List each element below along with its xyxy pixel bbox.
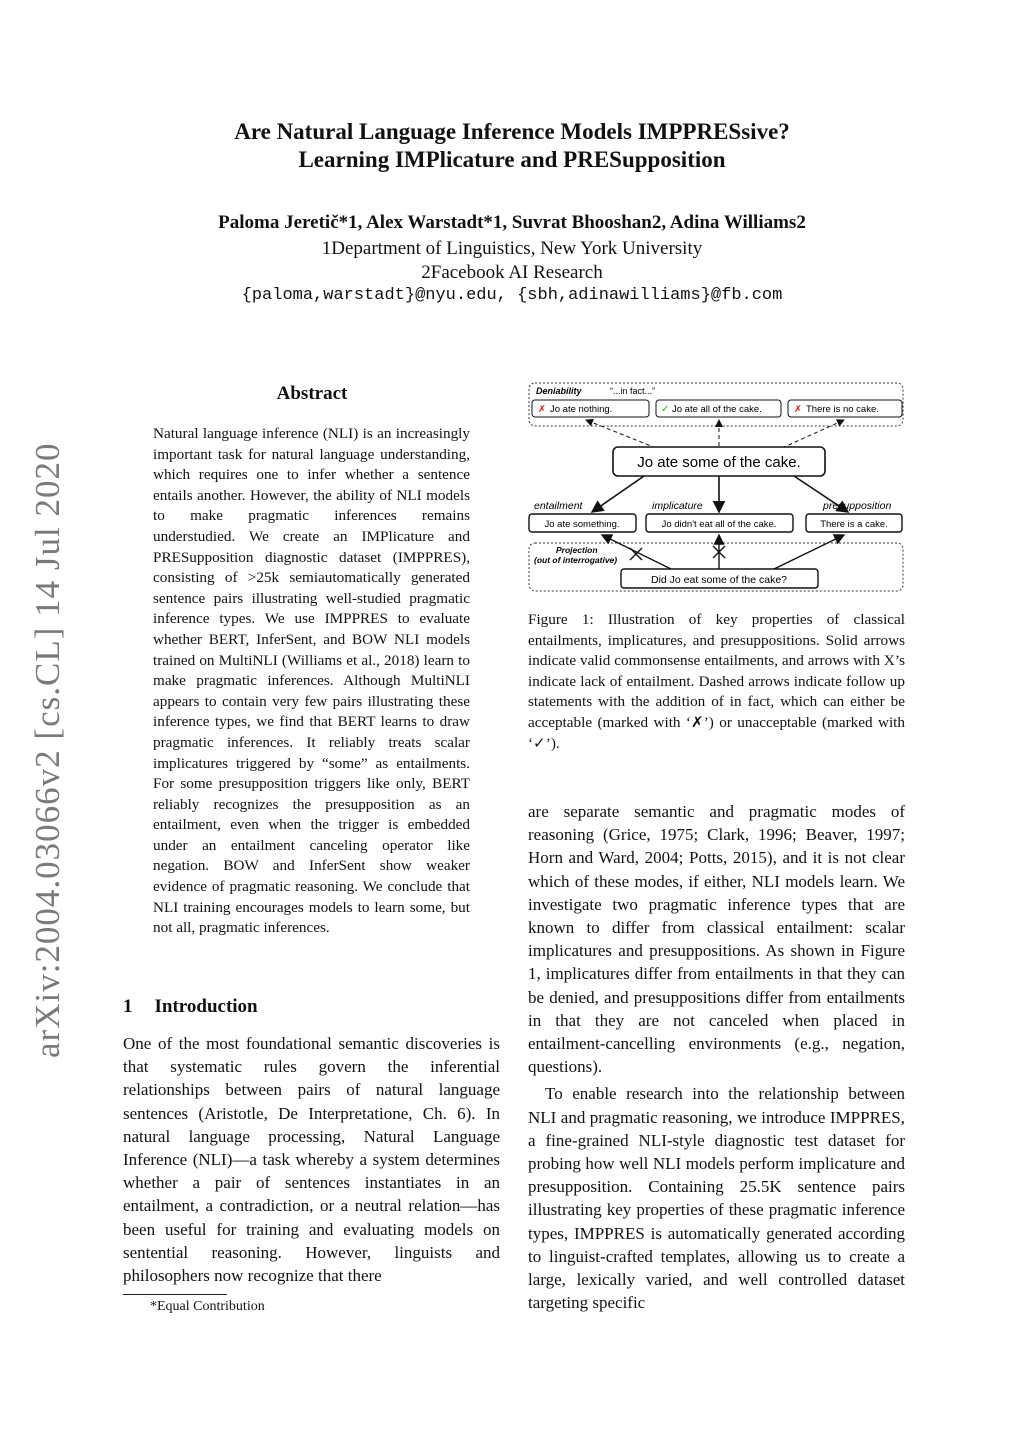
figure-1-diagram bbox=[526, 380, 906, 595]
denial-2-mark: ✓ bbox=[661, 404, 670, 415]
section-title: Introduction bbox=[154, 996, 258, 1017]
presupposition-label: presupposition bbox=[823, 500, 892, 512]
projection-sublabel: (out of interrogative) bbox=[534, 555, 618, 565]
denial-3-text: There is no cake. bbox=[806, 404, 879, 415]
question-text: Did Jo eat some of the cake? bbox=[651, 574, 787, 586]
abstract-heading: Abstract bbox=[276, 383, 348, 404]
denial-1-mark: ✗ bbox=[538, 404, 546, 415]
denial-3-mark: ✗ bbox=[794, 404, 802, 415]
presupposition-box-text: There is a cake. bbox=[820, 519, 888, 530]
footnote-rule bbox=[123, 1294, 227, 1295]
figure-1-caption: Figure 1: Illustration of key properties of classical entailments, implicatures, and presuppositions. Solid arrows indicate valid commonsense entailments, and arrows with X’s indicate lack of entailment. Dashed arrows indicate follow up statements with the addition of in fact, which can either be acceptable (marked with ‘✗’) or unacceptable (marked with ‘✓’). bbox=[528, 611, 905, 752]
arxiv-identifier: arXiv:2004.03066v2 [cs.CL] 14 Jul 2020 bbox=[28, 442, 67, 1058]
entailment-label: entailment bbox=[534, 500, 583, 512]
implicature-box-text: Jo didn't eat all of the cake. bbox=[661, 519, 777, 530]
arrow-entailment bbox=[592, 476, 644, 512]
footnote-equal-contribution: *Equal Contribution bbox=[150, 1299, 265, 1314]
affiliation-facebook: 2Facebook AI Research bbox=[421, 262, 603, 283]
col2-para-1: are separate semantic and pragmatic modes of reasoning (Grice, 1975; Clark, 1996; Beaver, 1997; Horn and Ward, 2004; Potts, 2015), and it is not clear which of these modes, if either, NLI models learn. We investigate two pragmatic inference types that are known to differ from classical entailment: scalar implicatures and presuppositions. As shown in Figure 1, implicatures differ from entailments in that they can be denied, and presuppositions differ from entailments in that they are not canceled when placed in entailment-cancelling environments (e.g., negation, questions). bbox=[528, 802, 905, 1077]
figure-1-svg bbox=[526, 380, 906, 595]
paper-title bbox=[0, 118, 1024, 174]
denial-2-text: Jo ate all of the cake. bbox=[672, 404, 762, 415]
intro-para-1: One of the most foundational semantic discoveries is that systematic rules govern the inferential relationships between pairs of natural language sentences (Aristotle, De Interpretatione, Ch. 6). In natural language processing, Natural Language Inference (NLI)—a task whereby a system determines whether a pair of sentences instantiates in an entailment, a contradiction, or a neutral relation—has been useful for training and evaluating models on sentential reasoning. However, linguists and philosophers now recognize that there bbox=[123, 1034, 500, 1286]
deniability-label: Deniability bbox=[536, 386, 582, 396]
in-fact-label: “...in fact...” bbox=[610, 386, 656, 396]
entailment-box-text: Jo ate something. bbox=[544, 519, 620, 530]
title-line-1: Are Natural Language Inference Models IMPPRESsive? bbox=[234, 119, 790, 144]
section-heading-introduction bbox=[123, 996, 258, 1018]
abstract-text: Natural language inference (NLI) is an increasingly important task for natural language understanding, which requires one to infer whether a sentence entails another. However, the ability of NLI models to make pragmatic inferences remains understudied. We create an IMPlicature and PRESupposition diagnostic dataset (IMPPRES), consisting of >25k semiautomatically generated sentence pairs illustrating well-studied pragmatic inference types. We use IMPPRES to evaluate whether BERT, InferSent, and BOW NLI models trained on MultiNLI (Williams et al., 2018) learn to make pragmatic inferences. Although MultiNLI appears to contain very few pairs illustrating these inference types, we find that BERT learns to draw pragmatic inferences. It reliably treats scalar implicatures triggered by “some” as entailments. For some presupposition triggers like only, BERT reliably recognizes the presupposition as an entailment, even when the trigger is embedded under an entailment canceling operator like negation. BOW and InferSent show weaker evidence of pragmatic reasoning. We conclude that NLI training encourages models to learn some, but not all, pragmatic inferences. bbox=[153, 425, 470, 937]
introduction-paragraph bbox=[123, 1032, 500, 1287]
col2-para-2: To enable research into the relationship between NLI and pragmatic reasoning, we introduce IMPPRES, a fine-grained NLI-style diagnostic test dataset for probing how well NLI models perform implicature and presupposition. Containing 25.5K sentence pairs illustrating key properties of these pragmatic inference types, IMPPRES is automatically generated according to linguist-crafted templates, allowing us to create a large, lexically varied, and well controlled dataset targeting specific bbox=[528, 1084, 905, 1313]
right-column-body bbox=[528, 800, 905, 1314]
title-line-2: Learning IMPlicature and PRESupposition bbox=[298, 147, 726, 172]
affiliation-nyu: 1Department of Linguistics, New York University bbox=[321, 238, 703, 259]
implicature-label: implicature bbox=[652, 500, 703, 512]
author-list: Paloma Jeretič*1, Alex Warstadt*1, Suvrat Bhooshan2, Adina Williams2 bbox=[218, 212, 806, 233]
dashed-arrow-3 bbox=[782, 420, 844, 448]
projection-label: Projection bbox=[556, 545, 598, 555]
center-sentence: Jo ate some of the cake. bbox=[637, 454, 801, 471]
author-emails: {paloma,warstadt}@nyu.edu, {sbh,adinawilliams}@fb.com bbox=[241, 286, 783, 305]
section-number: 1 bbox=[123, 996, 133, 1017]
proj-arrow-presupposition bbox=[774, 535, 844, 569]
denial-1-text: Jo ate nothing. bbox=[550, 404, 613, 415]
dashed-arrow-1 bbox=[586, 420, 656, 448]
